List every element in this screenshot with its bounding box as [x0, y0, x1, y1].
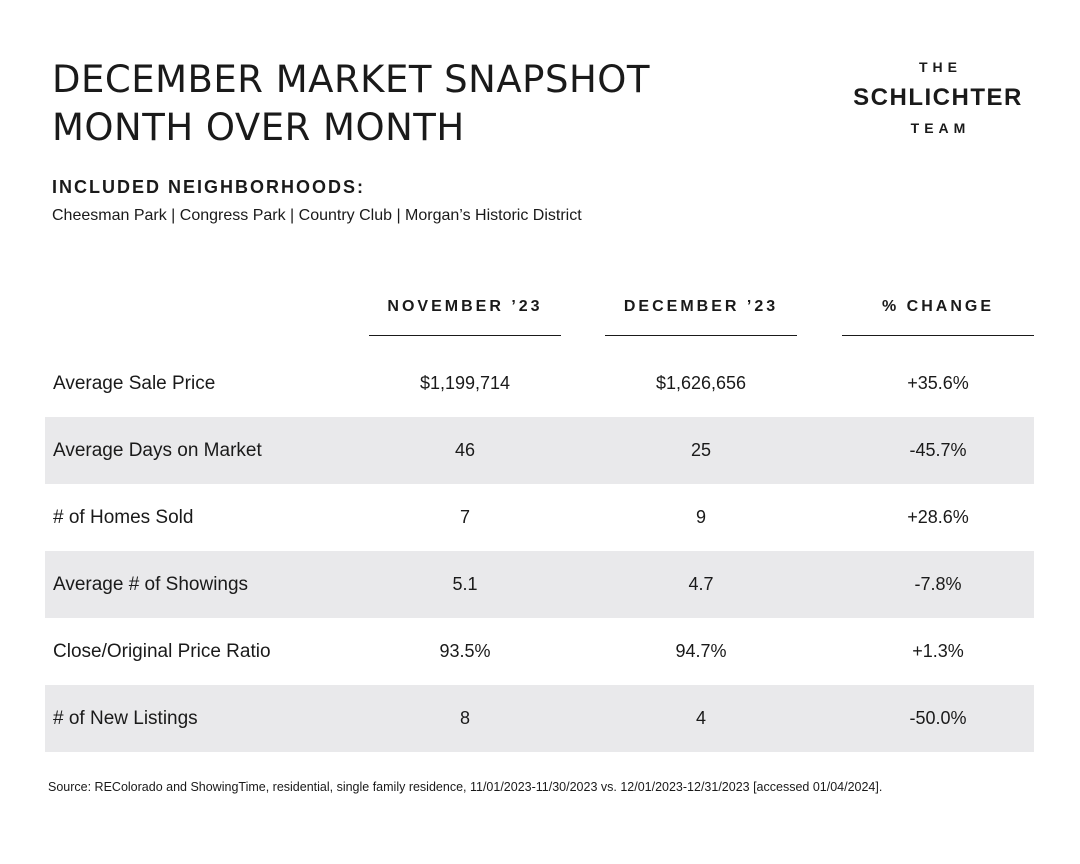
- table-row: [45, 685, 1034, 752]
- team-logo: [840, 58, 1036, 137]
- table-row: [45, 551, 1034, 618]
- table-row: [45, 618, 1034, 685]
- logo-bottom-text: TEAM: [910, 120, 971, 136]
- table-row: [45, 417, 1034, 484]
- row-label: Average Days on Market: [53, 440, 262, 461]
- column-header-change: % CHANGE: [842, 298, 1034, 336]
- change-value: -50.0%: [909, 708, 967, 728]
- november-value: 8: [459, 708, 470, 728]
- title-line-2: MONTH OVER MONTH: [52, 106, 465, 149]
- december-value: 25: [690, 440, 712, 460]
- row-label: Average Sale Price: [53, 373, 216, 394]
- change-value: -45.7%: [909, 440, 967, 460]
- row-label: # of Homes Sold: [53, 507, 194, 528]
- december-value: $1,626,656: [655, 373, 747, 393]
- change-value: +35.6%: [907, 373, 969, 393]
- row-label: Close/Original Price Ratio: [53, 641, 271, 662]
- source-footnote: Source: REColorado and ShowingTime, residential, single family residence, 11/01/2023-11/30/2023 vs. 12/01/2023-12/31/2023 [accessed 01/04/2024].: [48, 780, 883, 794]
- page-title: [52, 56, 650, 152]
- logo-top-text: THE: [919, 59, 962, 75]
- change-value: -7.8%: [914, 574, 962, 594]
- title-line-1: DECEMBER MARKET SNAPSHOT: [52, 58, 651, 101]
- table-row: [45, 350, 1034, 417]
- december-value: 4.7: [688, 574, 714, 594]
- table-row: [45, 484, 1034, 551]
- november-value: 93.5%: [439, 641, 491, 661]
- december-value: 9: [695, 507, 706, 527]
- november-value: 46: [454, 440, 476, 460]
- row-label: # of New Listings: [53, 708, 198, 729]
- column-header-december: DECEMBER ’23: [605, 298, 797, 336]
- change-value: +28.6%: [907, 507, 969, 527]
- december-value: 4: [695, 708, 706, 728]
- logo-main-text: SCHLICHTER: [853, 84, 1023, 111]
- december-value: 94.7%: [675, 641, 727, 661]
- change-value: +1.3%: [912, 641, 964, 661]
- row-label: Average # of Showings: [53, 574, 249, 595]
- column-header-november: NOVEMBER ’23: [369, 298, 561, 336]
- neighborhoods-list: Cheesman Park | Congress Park | Country Club | Morgan’s Historic District: [52, 207, 582, 224]
- november-value: $1,199,714: [419, 373, 511, 393]
- neighborhoods-heading: INCLUDED NEIGHBORHOODS:: [52, 177, 366, 197]
- november-value: 7: [459, 507, 470, 527]
- market-stats-table: [45, 350, 1034, 752]
- november-value: 5.1: [452, 574, 478, 594]
